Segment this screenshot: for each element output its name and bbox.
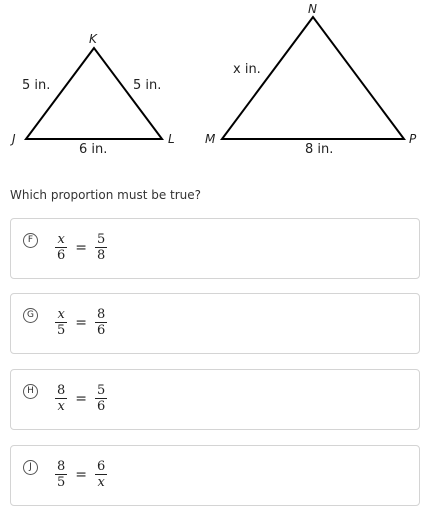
proportion-equation — [53, 383, 109, 415]
denominator: 6 — [97, 399, 106, 414]
vertex-label-j: J — [12, 132, 16, 146]
side-label-mn: x in. — [233, 62, 261, 77]
equals-sign: = — [75, 315, 88, 331]
denominator: 5 — [57, 323, 66, 338]
choice-letter-badge: J — [23, 460, 38, 475]
numerator: 8 — [97, 307, 106, 322]
equals-sign: = — [75, 391, 88, 407]
numerator: x — [57, 232, 65, 247]
triangles-figure — [0, 0, 432, 180]
denominator: 6 — [97, 323, 106, 338]
proportion-equation — [53, 459, 109, 491]
side-label-kl: 5 in. — [133, 78, 162, 93]
numerator: x — [57, 307, 65, 322]
numerator: 8 — [57, 459, 66, 474]
numerator: 8 — [57, 383, 66, 398]
denominator: 8 — [97, 248, 106, 263]
vertex-label-n: N — [308, 2, 317, 16]
denominator: 6 — [57, 248, 66, 263]
answer-choice-f[interactable] — [10, 218, 420, 279]
vertex-label-l: L — [168, 132, 175, 146]
choice-letter-badge: F — [23, 233, 38, 248]
answer-choice-j[interactable] — [10, 445, 420, 506]
side-label-mp: 8 in. — [305, 142, 334, 157]
denominator: x — [57, 399, 65, 414]
answer-choice-g[interactable] — [10, 293, 420, 354]
fraction-left — [55, 459, 67, 491]
fraction-left — [55, 383, 67, 415]
fraction-right — [95, 383, 107, 415]
numerator: 5 — [97, 383, 106, 398]
fraction-right — [95, 232, 107, 264]
fraction-right — [95, 459, 107, 491]
equals-sign: = — [75, 467, 88, 483]
choice-letter-badge: G — [23, 308, 38, 323]
vertex-label-m: M — [205, 132, 216, 146]
side-label-jl: 6 in. — [79, 142, 108, 157]
triangle-jkl — [26, 48, 162, 139]
denominator: 5 — [57, 475, 66, 490]
numerator: 6 — [97, 459, 106, 474]
fraction-right — [95, 307, 107, 339]
denominator: x — [97, 475, 105, 490]
fraction-left — [55, 307, 67, 339]
choice-letter-badge: H — [23, 384, 38, 399]
question-text: Which proportion must be true? — [10, 188, 202, 202]
equals-sign: = — [75, 240, 88, 256]
vertex-label-p: P — [409, 132, 417, 146]
fraction-left — [55, 232, 67, 264]
side-label-jk: 5 in. — [22, 78, 51, 93]
proportion-equation — [53, 307, 109, 339]
answer-choice-h[interactable] — [10, 369, 420, 430]
proportion-equation — [53, 232, 109, 264]
vertex-label-k: K — [89, 32, 97, 46]
triangle-mnp — [222, 17, 404, 139]
numerator: 5 — [97, 232, 106, 247]
